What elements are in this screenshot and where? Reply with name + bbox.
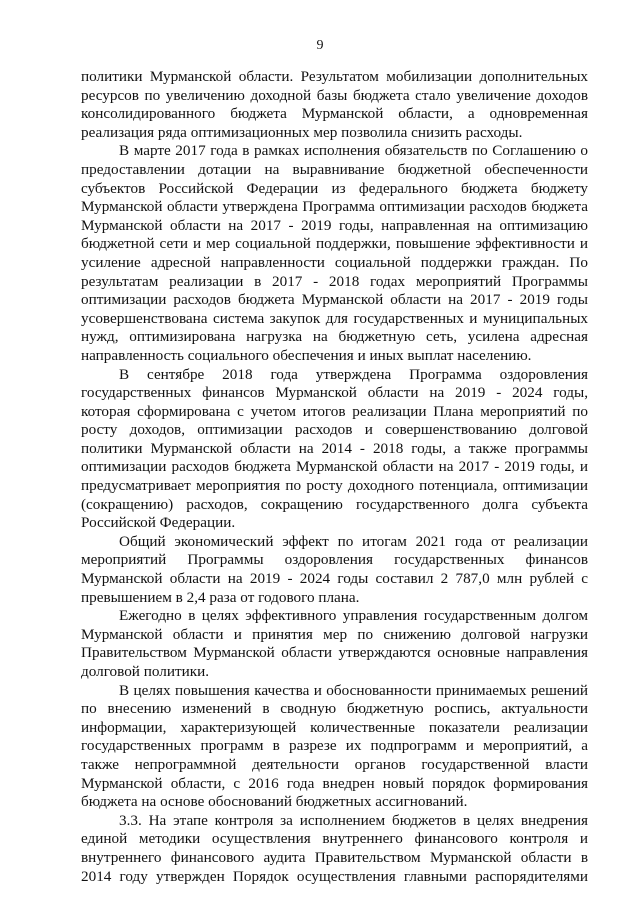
paragraph xyxy=(81,607,588,681)
paragraph xyxy=(81,812,588,886)
text-line: реализация ряда оптимизационных мер позволила снизить расходы. xyxy=(81,123,523,141)
text-line: В марте 2017 года в рамках исполнения обязательств по Соглашению о xyxy=(119,142,588,160)
paragraph xyxy=(81,533,588,607)
text-line: Ежегодно в целях эффективного управления государственным долгом xyxy=(119,607,588,625)
text-line: бюджета на основе обоснований бюджетных ассигнований. xyxy=(81,793,468,811)
text-line: по внесению изменений в сводную бюджетную роспись, актуальности xyxy=(81,700,588,718)
text-line: внутреннего финансового аудита Правительством Мурманской области в xyxy=(81,848,588,866)
text-line: также непрограммной деятельности органов государственной власти xyxy=(81,755,588,773)
text-line: Мурманской области на 2017 - 2019 годы, направленная на оптимизацию xyxy=(81,216,588,234)
text-line: росту доходов, оптимизации расходов и совершенствованию долговой xyxy=(81,421,588,439)
text-line: которая сформирована с учетом итогов реализации Плана мероприятий по xyxy=(81,402,588,420)
text-line: политики Мурманской области. Результатом мобилизации дополнительных xyxy=(81,68,588,85)
text-line: Мурманской области и принятия мер по снижению долговой нагрузки xyxy=(81,625,588,643)
text-line: направленность социального обеспечения и иных выплат населению. xyxy=(81,346,532,364)
text-line: предусматривает мероприятия по росту доходного потенциала, оптимизации xyxy=(81,477,588,495)
text-line: 2014 году утвержден Порядок осуществления главными распорядителями xyxy=(81,867,588,885)
text-line: Мурманской области утверждена Программа оптимизации расходов бюджета xyxy=(81,198,588,216)
paragraph xyxy=(81,68,588,142)
paragraph xyxy=(81,142,588,365)
text-line: оптимизации расходов бюджета Мурманской области на 2017 - 2019 годы, и xyxy=(81,458,588,476)
text-line: субъектов Российской Федерации из федерального бюджета бюджету xyxy=(81,179,588,197)
text-line: политики Мурманской области на 2014 - 2018 годы, а также программы xyxy=(81,439,588,457)
text-line: Мурманской области, с 2016 года внедрен новый порядок формирования xyxy=(81,774,588,792)
text-line: мероприятий Программы оздоровления государственных финансов xyxy=(81,551,588,569)
text-line: Правительством Мурманской области утверждаются основные направления xyxy=(81,644,588,662)
text-line: предоставлении дотации на выравнивание бюджетной обеспеченности xyxy=(81,160,588,178)
text-line: В целях повышения качества и обоснованности принимаемых решений xyxy=(119,681,588,699)
text-line: Российской Федерации. xyxy=(81,514,236,532)
text-line: консолидированного бюджета Мурманской области, а одновременная xyxy=(81,105,588,123)
paragraph xyxy=(81,366,588,533)
text-line: единой методики осуществления внутреннего финансового контроля и xyxy=(81,830,588,848)
page-number: 9 xyxy=(316,38,324,53)
text-line: усовершенствована система закупок для государственных и муниципальных xyxy=(81,309,588,327)
text-line: усиление адресной направленности социальной поддержки граждан. По xyxy=(81,253,588,271)
text-line: Общий экономический эффект по итогам 2021 года от реализации xyxy=(119,532,588,550)
text-line: долговой политики. xyxy=(81,663,210,680)
text-line: оптимизации расходов бюджета Мурманской области на 2017 - 2019 годы xyxy=(81,291,588,309)
text-line: превышением в 2,4 раза от годового плана. xyxy=(81,588,360,606)
text-line: результатам реализации в 2017 - 2018 годах мероприятий Программы xyxy=(81,272,588,290)
text-line: государственных программ в разрезе их подпрограмм и мероприятий, а xyxy=(81,737,588,755)
text-line: информации, характеризующей количественные показатели реализации xyxy=(81,718,588,736)
document-body xyxy=(81,68,588,886)
text-line: нужд, оптимизирована нагрузка на бюджетную сеть, усилена адресная xyxy=(81,328,588,346)
text-line: В сентябре 2018 года утверждена Программа оздоровления xyxy=(119,365,588,383)
text-line: бюджетной сети и мер социальной поддержки, повышение эффективности и xyxy=(81,235,588,253)
text-line: Мурманской области на 2019 - 2024 годы составил 2 787,0 млн рублей с xyxy=(81,570,588,588)
text-line: (сокращению) расходов, сокращению государственного долга субъекта xyxy=(81,495,588,513)
text-line: государственных финансов Мурманской области на 2019 - 2024 годы, xyxy=(81,384,588,402)
paragraph xyxy=(81,682,588,812)
text-line: 3.3. На этапе контроля за исполнением бюджетов в целях внедрения xyxy=(119,811,588,829)
text-line: ресурсов по увеличению доходной базы бюджета стало увеличение доходов xyxy=(81,86,588,104)
